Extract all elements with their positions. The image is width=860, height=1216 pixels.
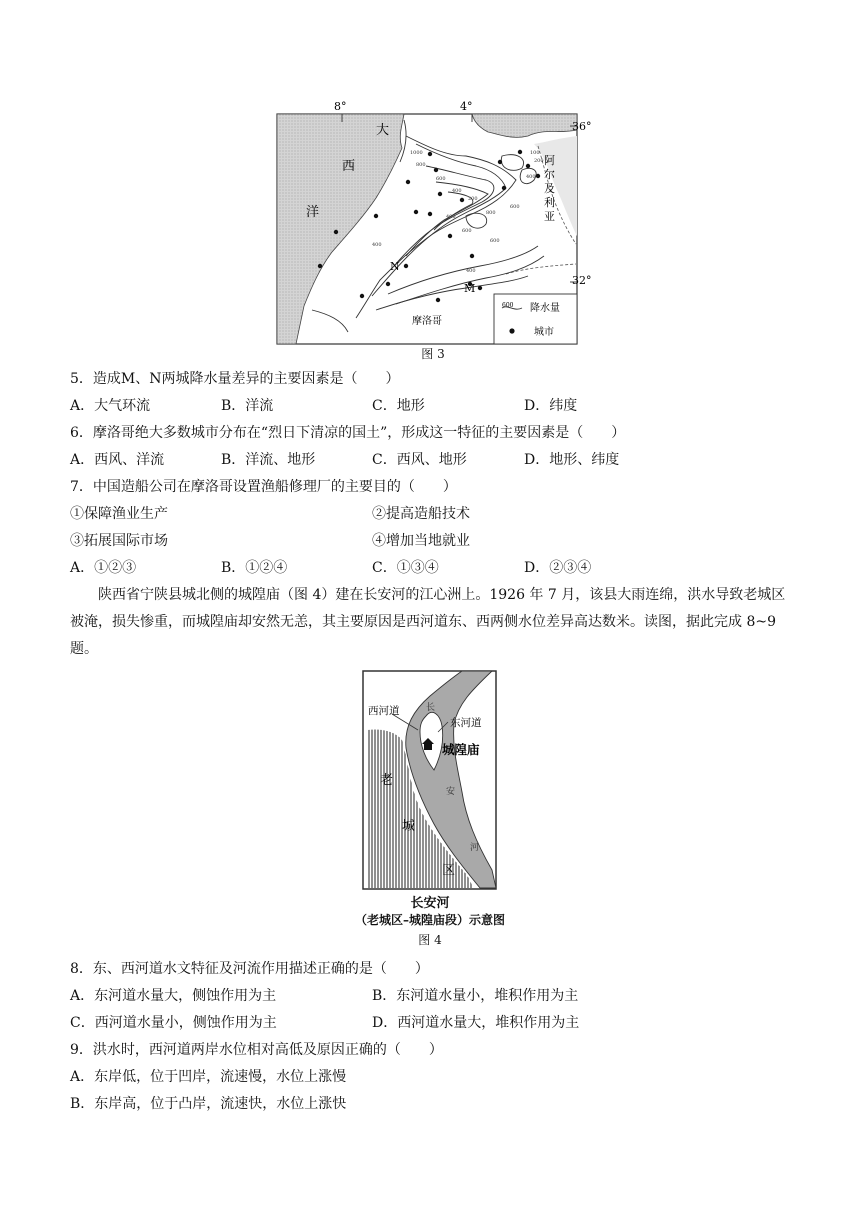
point-label-n: N bbox=[390, 260, 400, 273]
contour-label: 800 bbox=[486, 210, 496, 216]
legend-isohyet-label: 降水量 bbox=[530, 303, 560, 314]
city-dot bbox=[428, 152, 432, 156]
question-8-stem: 8．东、西河道水文特征及河流作用描述正确的是（ ） bbox=[70, 961, 429, 977]
lon-label-8: 8° bbox=[334, 100, 347, 113]
ocean-label-char-2: 西 bbox=[342, 159, 356, 174]
old-city-char-3: 区 bbox=[442, 863, 456, 878]
old-city-char-1: 老 bbox=[380, 773, 394, 788]
figure-4-caption: 图 4 bbox=[418, 933, 442, 947]
question-5-option-b[interactable]: B．洋流 bbox=[221, 398, 274, 414]
morocco-label: 摩洛哥 bbox=[412, 316, 442, 327]
city-dot bbox=[438, 192, 442, 196]
question-6-option-c[interactable]: C．西风、地形 bbox=[372, 452, 467, 468]
question-5-option-c[interactable]: C．地形 bbox=[372, 398, 425, 414]
city-dot bbox=[386, 282, 390, 286]
ocean-label-char-3: 洋 bbox=[306, 205, 320, 220]
city-dot bbox=[374, 214, 378, 218]
contour-label: 100 bbox=[530, 150, 540, 156]
question-7-option-d[interactable]: D．②③④ bbox=[524, 560, 592, 576]
city-dot bbox=[498, 160, 502, 164]
contour-label: 400 bbox=[526, 174, 536, 180]
city-dot bbox=[428, 212, 432, 216]
question-7-stem: 7．中国造船公司在摩洛哥设置渔船修理厂的主要目的（ ） bbox=[70, 479, 457, 495]
river-char-2: 安 bbox=[446, 787, 456, 797]
contour-label: 1000 bbox=[410, 150, 423, 156]
contour-label: 600 bbox=[510, 204, 520, 210]
question-7-option-b[interactable]: B．①②④ bbox=[221, 560, 288, 576]
algeria-char-3: 及 bbox=[544, 182, 555, 195]
river-char-1: 长 bbox=[426, 703, 436, 713]
contour-label: 600 bbox=[462, 228, 472, 234]
lat-label-32: 32° bbox=[572, 274, 592, 287]
contour-label: 400 bbox=[452, 188, 462, 194]
city-dot bbox=[334, 230, 338, 234]
algeria-char-5: 亚 bbox=[544, 210, 555, 223]
figure-3-map bbox=[276, 96, 598, 348]
figure-4-diagram bbox=[362, 670, 498, 892]
question-5-option-d[interactable]: D．纬度 bbox=[524, 398, 578, 414]
ocean-label-char-1: 大 bbox=[376, 123, 390, 138]
figure-4-title-line-2: （老城区–城隍庙段）示意图 bbox=[354, 913, 505, 927]
question-8-option-b[interactable]: B．东河道水量小，堆积作用为主 bbox=[372, 988, 579, 1004]
contour-label: 600 bbox=[436, 176, 446, 182]
algeria-char-4: 利 bbox=[544, 196, 555, 209]
city-dot bbox=[406, 180, 410, 184]
city-dot bbox=[460, 198, 464, 202]
legend-city-label: 城市 bbox=[534, 327, 554, 338]
city-dot bbox=[478, 286, 482, 290]
old-city-char-2: 城 bbox=[402, 819, 416, 834]
question-8-option-d[interactable]: D．西河道水量大，堆积作用为主 bbox=[372, 1015, 580, 1031]
question-7-item-3: ③拓展国际市场 bbox=[70, 533, 168, 549]
question-9-stem: 9．洪水时，西河道两岸水位相对高低及原因正确的（ ） bbox=[70, 1042, 443, 1058]
question-8-option-a[interactable]: A．东河道水量大，侧蚀作用为主 bbox=[70, 988, 277, 1004]
east-channel-label: 东河道 bbox=[450, 717, 482, 729]
city-dot bbox=[318, 264, 322, 268]
figure-4-title-line-1: 长安河 bbox=[410, 896, 450, 911]
city-dot bbox=[448, 234, 452, 238]
contour-label: 400 bbox=[372, 242, 382, 248]
contour-label: 400 bbox=[446, 214, 456, 220]
algeria-char-1: 阿 bbox=[544, 154, 555, 167]
question-6-option-b[interactable]: B．洋流、地形 bbox=[221, 452, 316, 468]
city-dot bbox=[536, 174, 540, 178]
west-channel-label: 西河道 bbox=[368, 705, 400, 717]
river-char-3: 河 bbox=[470, 843, 480, 853]
city-dot bbox=[470, 254, 474, 258]
city-dot bbox=[360, 294, 364, 298]
figure-3-caption: 图 3 bbox=[421, 347, 445, 361]
question-5-stem: 5．造成M、N两城降水量差异的主要因素是（ ） bbox=[70, 371, 400, 387]
city-dot bbox=[436, 298, 440, 302]
question-9-option-b[interactable]: B．东岸高，位于凸岸，流速快，水位上涨快 bbox=[70, 1096, 347, 1112]
city-dot bbox=[502, 186, 506, 190]
question-7-item-1: ①保障渔业生产 bbox=[70, 506, 168, 522]
city-dot bbox=[404, 264, 408, 268]
contour-label: 400 bbox=[466, 268, 476, 274]
contour-label: 600 bbox=[490, 238, 500, 244]
contour-label: 200 bbox=[468, 196, 478, 202]
question-6-option-a[interactable]: A．西风、洋流 bbox=[70, 452, 165, 468]
question-7-item-4: ④增加当地就业 bbox=[372, 533, 470, 549]
point-label-m: M bbox=[464, 282, 476, 295]
question-7-item-2: ②提高造船技术 bbox=[372, 506, 470, 522]
city-dot bbox=[526, 164, 530, 168]
question-7-option-c[interactable]: C．①③④ bbox=[372, 560, 439, 576]
question-5-option-a[interactable]: A．大气环流 bbox=[70, 398, 151, 414]
contour-label: 800 bbox=[416, 162, 426, 168]
city-dot bbox=[414, 210, 418, 214]
temple-label: 城隍庙 bbox=[442, 742, 480, 757]
question-6-stem: 6．摩洛哥绝大多数城市分布在“烈日下清凉的国土”，形成这一特征的主要因素是（ ） bbox=[70, 425, 626, 441]
lon-label-4: 4° bbox=[460, 100, 473, 113]
question-6-option-d[interactable]: D．地形、纬度 bbox=[524, 452, 620, 468]
city-dot bbox=[434, 168, 438, 172]
question-8-option-c[interactable]: C．西河道水量小，侧蚀作用为主 bbox=[70, 1015, 277, 1031]
contour-label: 200 bbox=[534, 158, 544, 164]
legend-isohyet-value: 600 bbox=[502, 302, 514, 309]
question-7-option-a[interactable]: A．①②③ bbox=[70, 560, 137, 576]
lat-label-36: 36° bbox=[572, 120, 592, 133]
city-dot bbox=[518, 150, 522, 154]
algeria-char-2: 尔 bbox=[544, 168, 555, 181]
passage-8-9: 陕西省宁陕县城北侧的城隍庙（图 4）建在长安河的江心洲上。1926 年 7 月，该县大雨连绵，洪水导致老城区被淹，损失惨重，而城隍庙却安然无恙，其主要原因是西河道东、西两侧水位差异高达数米。读图，据此完成 8~9 题。 bbox=[70, 587, 786, 657]
question-9-option-a[interactable]: A．东岸低，位于凹岸，流速慢，水位上涨慢 bbox=[70, 1069, 347, 1085]
legend-city-icon bbox=[509, 328, 514, 333]
